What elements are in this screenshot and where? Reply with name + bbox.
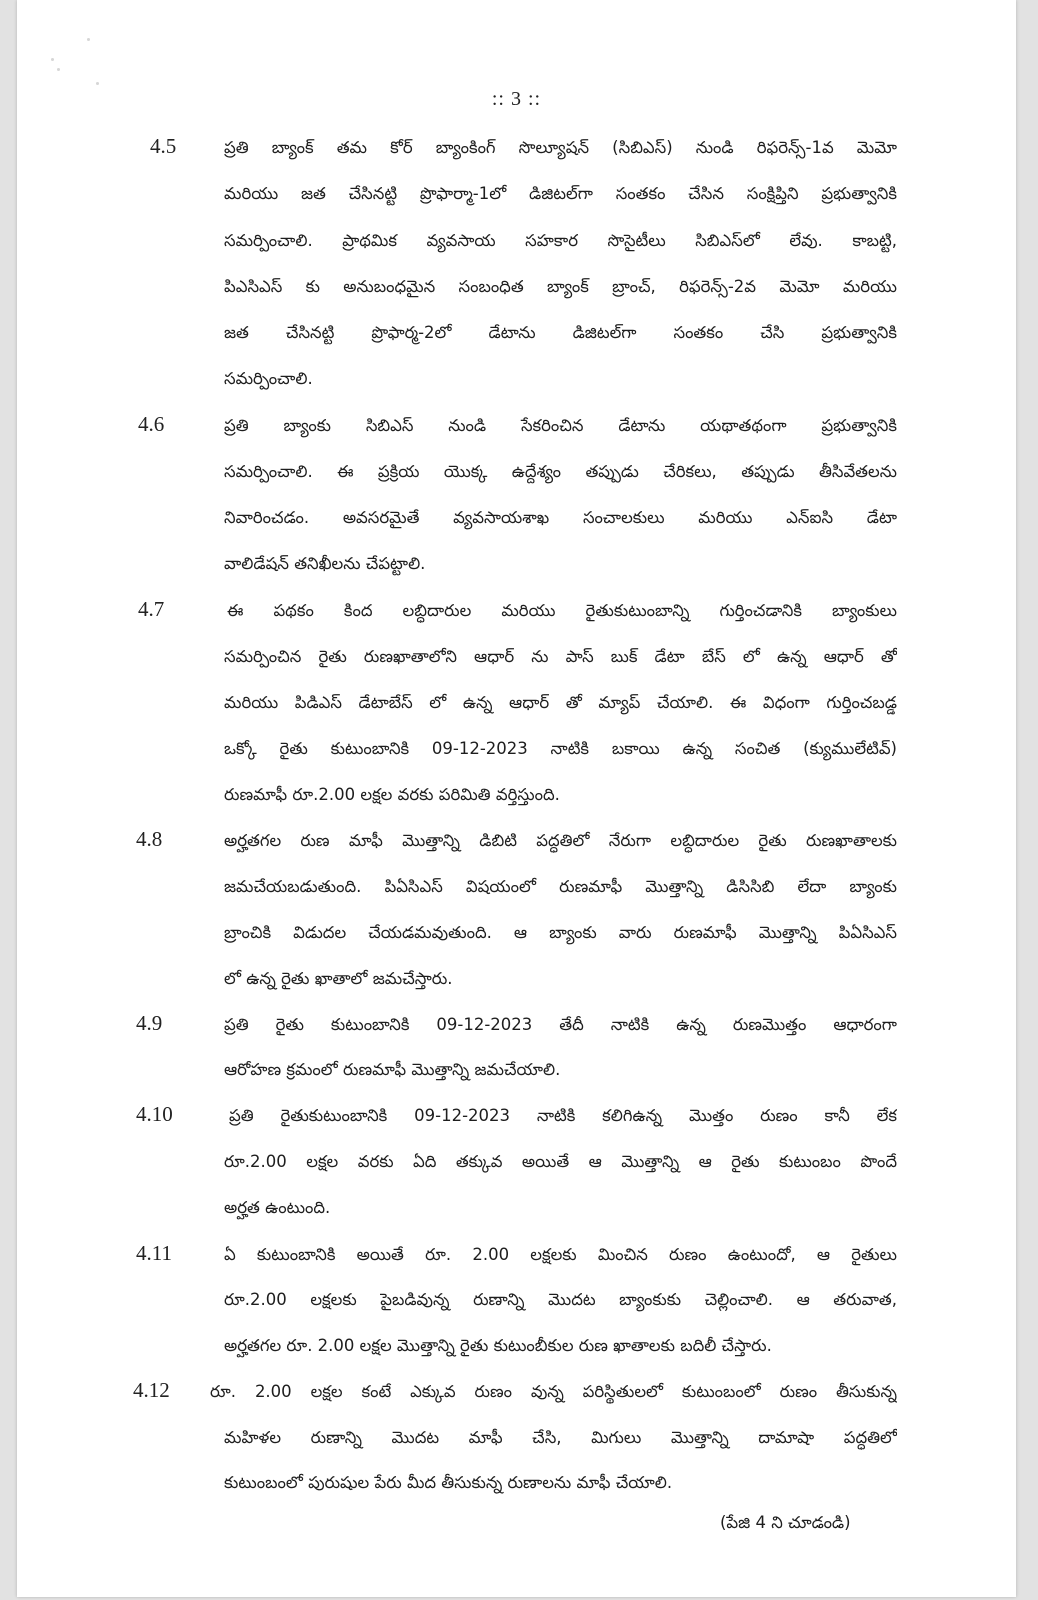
scan-speck (51, 58, 54, 61)
paragraph-line: ప్రతి రైతు కుటుంబానికి 09-12-2023 తేదీ నాటికి ఉన్న రుణమొత్తం ఆధారంగా (224, 1015, 897, 1034)
paragraph-number: 4.12 (133, 1378, 170, 1402)
paragraph-line: మరియు జత చేసినట్టి ప్రొఫార్మా-1లో డిజిటల్‌గా సంతకం చేసిన సంక్షిప్తిని ప్రభుత్వానికి (224, 184, 897, 203)
paragraph-line: లో ఉన్న రైతు ఖాతాలో జమచేస్తారు. (224, 969, 453, 988)
paragraph-line: రూ. 2.00 లక్షల కంటే ఎక్కువ రుణం వున్న పరిస్థితులలో కుటుంబంలో రుణం తీసుకున్న (210, 1382, 897, 1401)
paragraph-line: కుటుంబంలో పురుషుల పేరు మీద తీసుకున్న రుణాలను మాఫీ చేయాలి. (224, 1473, 673, 1492)
paragraph-number: 4.11 (136, 1241, 172, 1265)
paragraph-line: ప్రతి బ్యాంక్ తమ కోర్ బ్యాంకింగ్ సొల్యూషన్ (సిబిఎస్) నుండి రిఫరెన్స్-1వ మెమో (224, 138, 897, 157)
page-marker: :: 3 :: (491, 88, 542, 110)
paragraph-line: ఈ పథకం కింద లబ్ధిదారుల మరియు రైతుకుటుంబాన్ని గుర్తించడానికి బ్యాంకులు (227, 601, 897, 620)
paragraph-line: బ్రాంచికి విడుదల చేయడమవుతుంది. ఆ బ్యాంకు వారు రుణమాఫీ మొత్తాన్ని పిఏసిఎస్ (224, 923, 897, 942)
paragraph-number: 4.9 (136, 1011, 163, 1035)
document-page (17, 0, 1016, 1597)
scan-speck (57, 68, 60, 71)
paragraph-line: వాలిడేషన్ తనిఖీలను చేపట్టాలి. (224, 554, 426, 573)
paragraph-line: సమర్పించాలి. ఈ ప్రక్రియ యొక్క ఉద్దేశ్యం తప్పుడు చేరికలు, తప్పుడు తీసివేతలను (224, 462, 897, 481)
paragraph-number: 4.10 (136, 1102, 173, 1126)
paragraph-line: ఆరోహణ క్రమంలో రుణమాఫీ మొత్తాన్ని జమచేయాలి. (224, 1060, 561, 1079)
paragraph-line: సమర్పించాలి. (224, 369, 313, 388)
paragraph-line: జత చేసినట్టి ప్రొఫార్మ-2లో డేటాను డిజిటల్‌గా సంతకం చేసి ప్రభుత్వానికి (224, 323, 897, 342)
paragraph-number: 4.8 (136, 827, 163, 851)
paragraph-line: మరియు పిడిఎస్ డేటాబేస్ లో ఉన్న ఆధార్ తో మ్యాప్ చేయాలి. ఈ విధంగా గుర్తించబడ్డ (224, 693, 897, 712)
paragraph-line: సమర్పించాలి. ప్రాథమిక వ్యవసాయ సహకార సొసైటీలు సిబిఎస్‌లో లేవు. కాబట్టి, (224, 231, 897, 250)
paragraph-line: అర్హతగల రుణ మాఫీ మొత్తాన్ని డిబిటి పద్ధతిలో నేరుగా లబ్ధిదారుల రైతు రుణఖాతాలకు (224, 831, 897, 850)
paragraph-line: ప్రతి రైతుకుటుంబానికి 09-12-2023 నాటికి కలిగిఉన్న మొత్తం రుణం కానీ లేక (229, 1106, 897, 1125)
paragraph-line: ఏ కుటుంబానికి అయితే రూ. 2.00 లక్షలకు మించిన రుణం ఉంటుందో, ఆ రైతులు (224, 1245, 897, 1264)
paragraph-line: రూ.2.00 లక్షల వరకు ఏది తక్కువ అయితే ఆ మొత్తాన్ని ఆ రైతు కుటుంబం పొందే (224, 1152, 897, 1171)
scan-speck (96, 82, 99, 85)
paragraph-number: 4.6 (138, 412, 165, 436)
paragraph-line: అర్హత ఉంటుంది. (224, 1198, 331, 1217)
paragraph-number: 4.7 (138, 597, 165, 621)
paragraph-line: రూ.2.00 లక్షలకు పైబడివున్న రుణాన్ని మొదట బ్యాంకుకు చెల్లించాలి. ఆ తరువాత, (224, 1290, 897, 1309)
paragraph-line: రుణమాఫీ రూ.2.00 లక్షల వరకు పరిమితి వర్తిస్తుంది. (224, 785, 560, 804)
paragraph-line: నివారించడం. అవసరమైతే వ్యవసాయశాఖ సంచాలకులు మరియు ఎన్ఐసి డేటా (224, 508, 897, 527)
paragraph-line: జమచేయబడుతుంది. పిఏసిఎస్ విషయంలో రుణమాఫీ మొత్తాన్ని డిసిసిబి లేదా బ్యాంకు (224, 877, 897, 896)
scan-speck (87, 38, 90, 41)
continuation-note: (పేజి 4 ని చూడండి) (720, 1513, 851, 1532)
paragraph-line: సమర్పించిన రైతు రుణఖాతాలోని ఆధార్ ను పాస్ బుక్ డేటా బేస్ లో ఉన్న ఆధార్ తో (224, 647, 897, 666)
paragraph-number: 4.5 (150, 134, 177, 158)
paragraph-line: ప్రతి బ్యాంకు సిబిఎస్ నుండి సేకరించిన డేటాను యథాతథంగా ప్రభుత్వానికి (224, 416, 897, 435)
paragraph-line: అర్హతగల రూ. 2.00 లక్షల మొత్తాన్ని రైతు కుటుంబీకుల రుణ ఖాతాలకు బదిలీ చేస్తారు. (224, 1336, 772, 1355)
paragraph-line: ఒక్కో రైతు కుటుంబానికి 09-12-2023 నాటికి బకాయి ఉన్న సంచిత (క్యుములేటివ్) (224, 739, 897, 758)
paragraph-line: పిఎసిఎస్ కు అనుబంధమైన సంబంధిత బ్యాంక్ బ్రాంచ్, రిఫరెన్స్-2వ మెమో మరియు (224, 277, 897, 296)
paragraph-line: మహిళల రుణాన్ని మొదట మాఫీ చేసి, మిగులు మొత్తాన్ని దామాషా పద్ధతిలో (224, 1428, 897, 1447)
